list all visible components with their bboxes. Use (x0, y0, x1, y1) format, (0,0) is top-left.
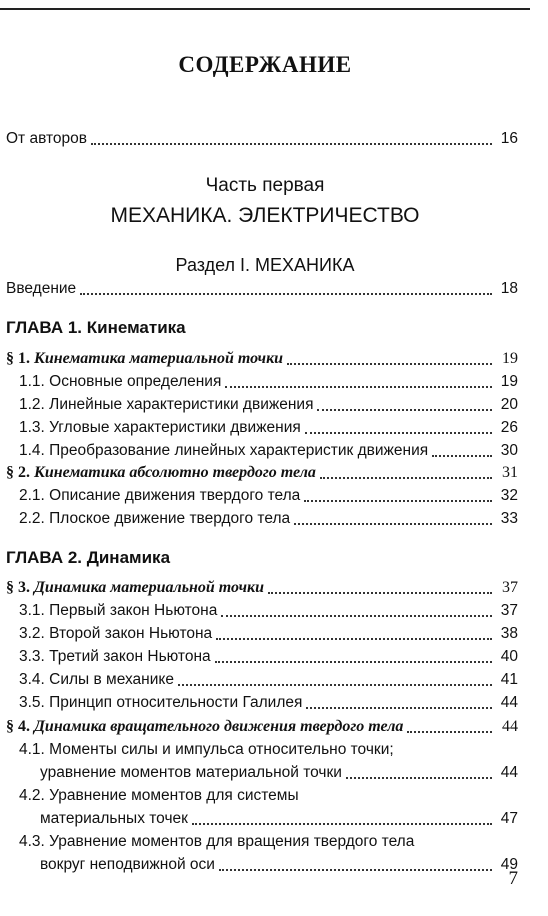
toc-label: 2.1. Описание движения твердого тела (19, 487, 301, 504)
chapter-1-heading: ГЛАВА 1. Кинематика (6, 318, 186, 337)
dot-leader (192, 823, 492, 825)
toc-entry-4-3[interactable] (40, 854, 518, 876)
toc-page: 26 (500, 419, 518, 436)
toc-label: От авторов (6, 130, 87, 147)
toc-entry-3-3[interactable] (19, 646, 518, 668)
toc-entry-3-2[interactable] (19, 623, 518, 645)
section-number: § 4. (6, 718, 30, 735)
section-name: Кинематика материальной точки (34, 350, 284, 367)
toc-label: 1.2. Линейные характеристики движения (19, 396, 314, 413)
toc-page: 44 (500, 694, 518, 711)
toc-entry-authors[interactable] (6, 128, 518, 150)
dot-leader (268, 592, 492, 594)
toc-label: 3.2. Второй закон Ньютона (19, 625, 213, 642)
toc-page: 31 (502, 464, 518, 481)
dot-leader (225, 386, 492, 388)
dot-leader (294, 523, 492, 525)
chapter-2-heading: ГЛАВА 2. Динамика (6, 548, 171, 567)
dot-leader (306, 707, 492, 709)
section-number: § 2. (6, 464, 30, 481)
toc-label: 3.3. Третий закон Ньютона (19, 648, 211, 665)
toc-entry-1-4[interactable] (19, 440, 518, 462)
toc-label: уравнение моментов материальной точки (40, 764, 342, 781)
toc-entry-2-2[interactable] (19, 508, 518, 530)
toc-label: Введение (6, 280, 77, 297)
toc-label: 4.3. Уравнение моментов для вращения твердого тела (19, 833, 415, 850)
toc-label: вокруг неподвижной оси (40, 856, 215, 873)
dot-leader (304, 500, 492, 502)
dot-leader (346, 777, 492, 779)
section-title: Раздел I. МЕХАНИКА (175, 255, 355, 275)
toc-entry-section-2[interactable] (6, 462, 518, 484)
toc-page: 44 (500, 764, 518, 781)
toc-entry-1-1[interactable] (19, 371, 518, 393)
toc-entry-3-1[interactable] (19, 600, 518, 622)
toc-page: 47 (500, 810, 518, 827)
dot-leader (221, 615, 492, 617)
dot-leader (178, 684, 492, 686)
toc-page: 19 (500, 373, 518, 390)
toc-page: 30 (500, 442, 518, 459)
dot-leader (215, 661, 492, 663)
toc-label: 4.2. Уравнение моментов для системы (19, 787, 299, 804)
dot-leader (219, 869, 492, 871)
toc-page: 16 (500, 130, 518, 147)
toc-page: 37 (500, 602, 518, 619)
toc-entry-4-3-line1[interactable] (19, 831, 518, 853)
toc-page: 41 (500, 671, 518, 688)
toc-label: 3.5. Принцип относительности Галилея (19, 694, 303, 711)
dot-leader (287, 363, 492, 365)
toc-entry-4-2[interactable] (40, 808, 518, 830)
toc-label (6, 577, 264, 599)
toc-label (6, 348, 283, 370)
toc-page: 19 (502, 350, 518, 367)
toc-label (6, 716, 403, 738)
part-label: Часть первая (205, 175, 325, 196)
section-number: § 3. (6, 579, 30, 596)
toc-page: 44 (502, 718, 518, 735)
toc-page: 32 (500, 487, 518, 504)
toc-label: 3.1. Первый закон Ньютона (19, 602, 218, 619)
toc-label: 3.4. Силы в механике (19, 671, 174, 688)
dot-leader (80, 293, 492, 295)
toc-entry-3-4[interactable] (19, 669, 518, 691)
toc-page: 37 (502, 579, 518, 596)
dot-leader (407, 731, 492, 733)
dot-leader (317, 409, 492, 411)
dot-leader (216, 638, 492, 640)
dot-leader (320, 477, 492, 479)
toc-label: материальных точек (40, 810, 188, 827)
toc-label: 1.4. Преобразование линейных характеристик движения (19, 442, 429, 459)
toc-entry-section-3[interactable] (6, 577, 518, 599)
toc-page: 49 (500, 856, 518, 873)
toc-entry-section-4[interactable] (6, 716, 518, 738)
toc-label: 1.3. Угловые характеристики движения (19, 419, 301, 436)
toc-entry-intro[interactable] (6, 278, 518, 300)
top-rule (0, 8, 530, 10)
toc-label: 1.1. Основные определения (19, 373, 222, 390)
page-number: 7 (508, 868, 518, 889)
toc-entry-4-1-line1[interactable] (19, 739, 518, 761)
toc-page: 38 (500, 625, 518, 642)
toc-entry-4-2-line1[interactable] (19, 785, 518, 807)
toc-entry-2-1[interactable] (19, 485, 518, 507)
toc-entry-1-3[interactable] (19, 417, 518, 439)
toc-entry-section-1[interactable] (6, 348, 518, 370)
toc-page: 40 (500, 648, 518, 665)
section-name: Кинематика абсолютно твердого тела (34, 464, 316, 481)
toc-page: 33 (500, 510, 518, 527)
toc-entry-4-1[interactable] (40, 762, 518, 784)
section-number: § 1. (6, 350, 30, 367)
part-title: МЕХАНИКА. ЭЛЕКТРИЧЕСТВО (110, 204, 420, 227)
toc-page: 18 (500, 280, 518, 297)
dot-leader (91, 143, 492, 145)
section-name: Динамика материальной точки (34, 579, 265, 596)
toc-label: 4.1. Моменты силы и импульса относительно точки; (19, 741, 394, 758)
page-title: СОДЕРЖАНИЕ (178, 52, 352, 77)
section-name: Динамика вращательного движения твердого тела (34, 718, 404, 735)
toc-page: 20 (500, 396, 518, 413)
toc-label: 2.2. Плоское движение твердого тела (19, 510, 291, 527)
toc-entry-1-2[interactable] (19, 394, 518, 416)
dot-leader (432, 455, 492, 457)
toc-label (6, 462, 316, 484)
dot-leader (305, 432, 492, 434)
toc-entry-3-5[interactable] (19, 692, 518, 714)
